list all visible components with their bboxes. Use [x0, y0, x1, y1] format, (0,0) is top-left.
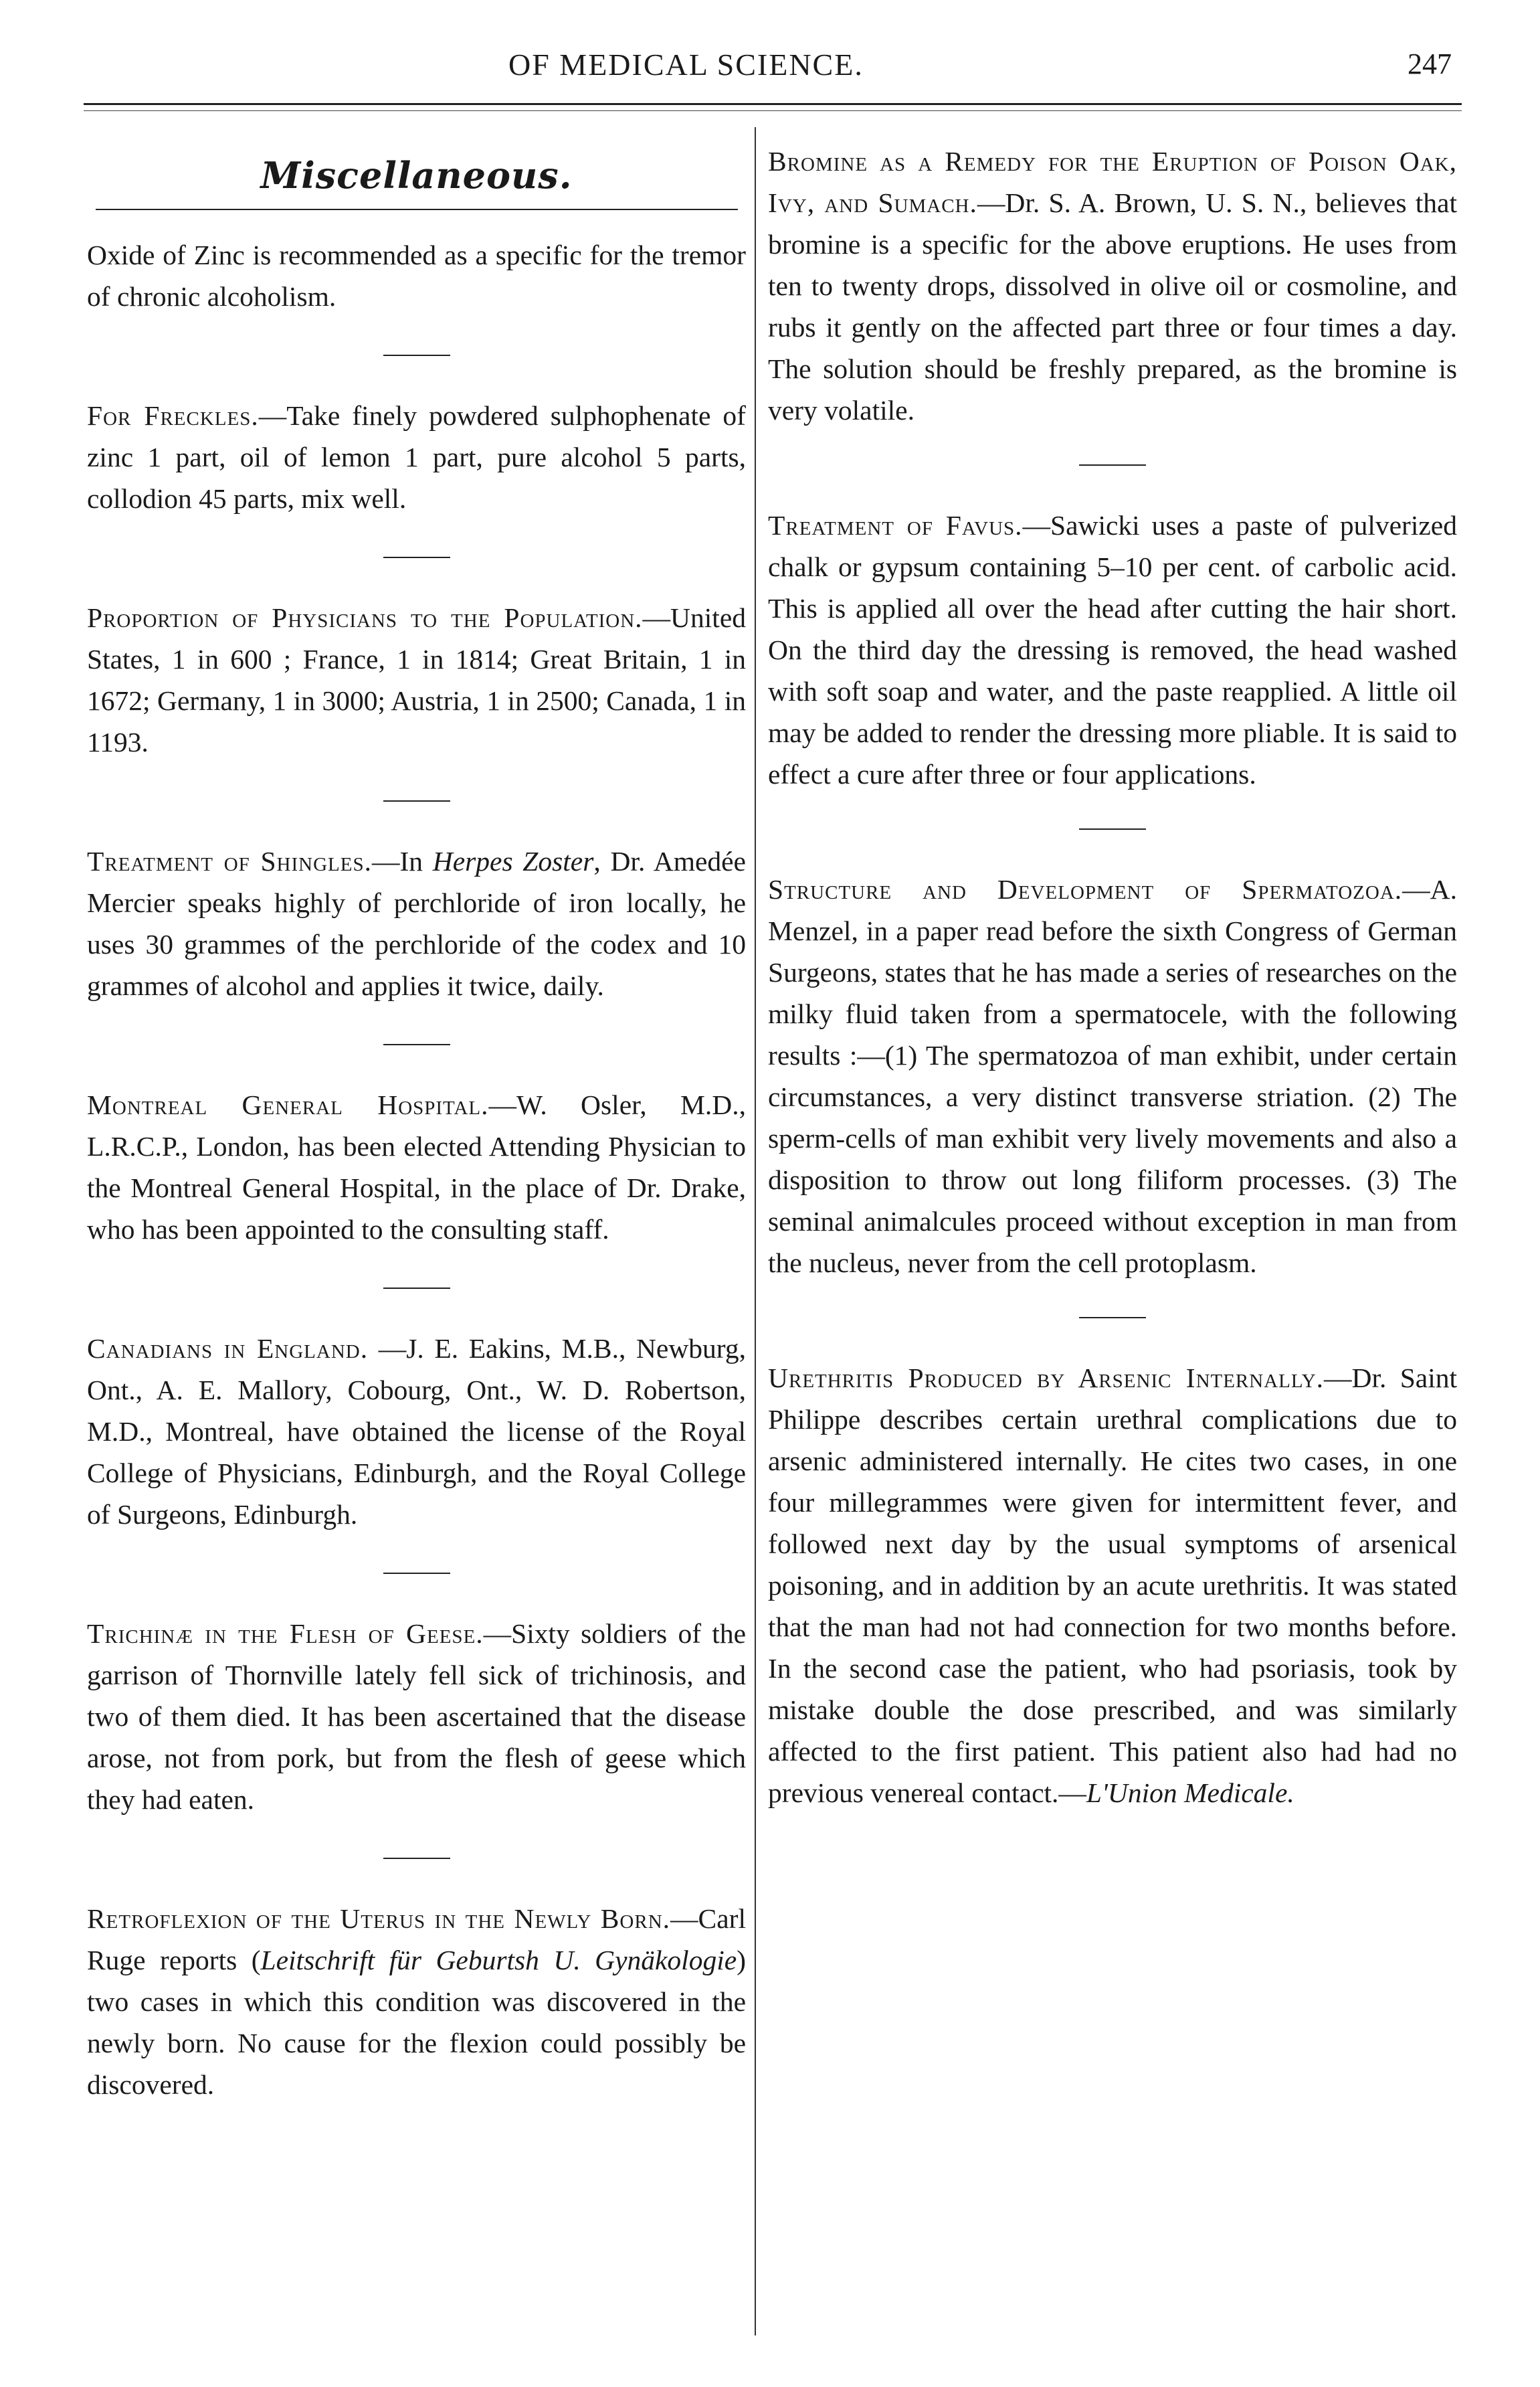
- page-header: [87, 47, 1458, 100]
- article-separator: [383, 1044, 450, 1045]
- article-heading: Trichinæ in the Flesh of Geese.: [87, 1618, 484, 1649]
- article-treatment-of-shingles: [87, 841, 746, 1006]
- article-body: —Carl Ruge reports (: [87, 1903, 746, 1975]
- article-body: Oxide of Zinc is recommended as a specific for the tremor of chronic alcoholism.: [87, 240, 746, 312]
- article-heading: Retroflexion of the Uterus in the Newly Born.: [87, 1903, 671, 1934]
- article-separator: [1079, 464, 1146, 466]
- article-body: —Sawicki uses a paste of pulverized chalk or gypsum containing 5–10 per cent. of carbolic acid. This is applied all over the head after cutting the hair short. On the third day the dressing is removed, the head washed with soft soap and water, and the paste reapplied. A little oil may be added to render the dressing more pliable. It is said to effect a cure after three or four applications.: [768, 510, 1457, 790]
- section-title: Miscellaneous.: [260, 154, 573, 197]
- article-separator: [1079, 1317, 1146, 1318]
- article-italic: Leitschrift für Geburtsh U. Gynäkologie: [260, 1945, 737, 1975]
- article-separator: [1079, 828, 1146, 830]
- section-title-rule: [96, 209, 738, 210]
- article-montreal-general-hospital: [87, 1084, 746, 1250]
- article-separator: [383, 800, 450, 802]
- article-separator: [383, 557, 450, 558]
- left-column: [87, 141, 746, 2105]
- header-rule: [84, 103, 1462, 105]
- article-trichinae-in-geese: [87, 1613, 746, 1820]
- article-body: —Sixty soldiers of the garrison of Thornville lately fell sick of trichinosis, and two of them died. It has been ascertained that the disease arose, not from pork, but from the flesh of geese which they had eaten.: [87, 1618, 746, 1815]
- column-divider: [755, 127, 756, 2335]
- article-separator: [383, 355, 450, 356]
- article-italic: Herpes Zoster: [432, 846, 594, 877]
- article-body: —W. Osler, M.D., L.R.C.P., London, has been elected Attending Physician to the Montreal General Hospital, in the place of Dr. Drake, who has been appointed to the consulting staff.: [87, 1089, 746, 1245]
- article-retroflexion-of-uterus: [87, 1898, 746, 2105]
- article-urethritis-arsenic: [768, 1357, 1457, 1814]
- article-spermatozoa: [768, 869, 1457, 1284]
- article-source: L'Union Medicale.: [1086, 1777, 1294, 1808]
- article-body-cont: , Dr. Amedée Mercier speaks highly of perchloride of iron locally, he uses 30 grammes of the perchloride of the codex and 10 grammes of alcohol and applies it twice, daily.: [87, 846, 746, 1001]
- header-rule-thin: [84, 110, 1462, 111]
- article-heading: Proportion of Physicians to the Population.: [87, 602, 643, 633]
- article-body: —United States, 1 in 600 ; France, 1 in 1814; Great Britain, 1 in 1672; Germany, 1 in 3000; Austria, 1 in 2500; Canada, 1 in 1193.: [87, 602, 746, 758]
- right-column: [768, 141, 1457, 1814]
- article-separator: [383, 1288, 450, 1289]
- article-canadians-in-england: [87, 1328, 746, 1535]
- running-title: OF MEDICAL SCIENCE.: [508, 48, 864, 82]
- article-heading: Montreal General Hospital.: [87, 1089, 489, 1120]
- article-for-freckles: [87, 395, 746, 519]
- article-separator: [383, 1573, 450, 1574]
- article-heading: Structure and Development of Spermatozoa.: [768, 874, 1403, 905]
- article-heading: Bromine as a Remedy for the Eruption of Poison Oak, Ivy, and Sumach.: [768, 146, 1457, 218]
- article-heading: Treatment of Favus.: [768, 510, 1023, 541]
- article-body: —Dr. S. A. Brown, U. S. N., believes that bromine is a specific for the above eruptions. He uses from ten to twenty drops, dissolved in olive oil or cosmoline, and rubs it gently on the affected part three or four times a day. The solution should be freshly prepared, as the bromine is very volatile.: [768, 187, 1457, 426]
- article-body: —Dr. Saint Philippe describes certain urethral complications due to arsenic administered internally. He cites two cases, in one four millegrammes were given for intermittent fever, and followed next day by the usual symptoms of arsenical poisoning, and in addition by an acute urethritis. It was stated that the man had not had connection for two months before. In the second case the patient, who had psoriasis, took by mistake double the dose prescribed, and was similarly affected to the first patient. This patient also had had no previous venereal contact.—: [768, 1362, 1458, 1808]
- article-heading: Canadians in England.: [87, 1333, 369, 1364]
- page-number: 247: [1408, 48, 1452, 80]
- article-heading: For Freckles.: [87, 400, 259, 431]
- article-body: —In: [371, 846, 433, 877]
- article-heading: Treatment of Shingles.: [87, 846, 372, 877]
- article-heading: Urethritis Produced by Arsenic Internally.: [768, 1362, 1325, 1393]
- article-body: —Take finely powdered sulphophenate of zinc 1 part, oil of lemon 1 part, pure alcohol 5 parts, collodion 45 parts, mix well.: [87, 400, 746, 514]
- article-oxide-of-zinc: [87, 234, 746, 317]
- article-body: —J. E. Eakins, M.B., Newburg, Ont., A. E. Mallory, Cobourg, Ont., W. D. Robertson, M.D., Montreal, have obtained the license of the Royal College of Physicians, Edinburgh, and the Royal College of Surgeons, Edinburgh.: [87, 1333, 746, 1530]
- article-body: —A. Menzel, in a paper read before the sixth Congress of German Surgeons, states that he has made a series of researches on the milky fluid taken from a spermatocele, with the following results :—(1) The spermatozoa of man exhibit, under certain circumstances, a very distinct transverse striation. (2) The sperm-cells of man exhibit very lively movements and also a disposition to throw out long filiform processes. (3) The seminal animalcules proceed without exception in man from the nucleus, never from the cell protoplasm.: [768, 874, 1457, 1278]
- article-separator: [383, 1858, 450, 1859]
- article-body-cont: ) two cases in which this condition was discovered in the newly born. No cause for the flexion could possibly be discovered.: [87, 1945, 746, 2100]
- article-bromine-remedy: [768, 141, 1457, 431]
- article-proportion-of-physicians: [87, 597, 746, 763]
- article-treatment-of-favus: [768, 505, 1457, 795]
